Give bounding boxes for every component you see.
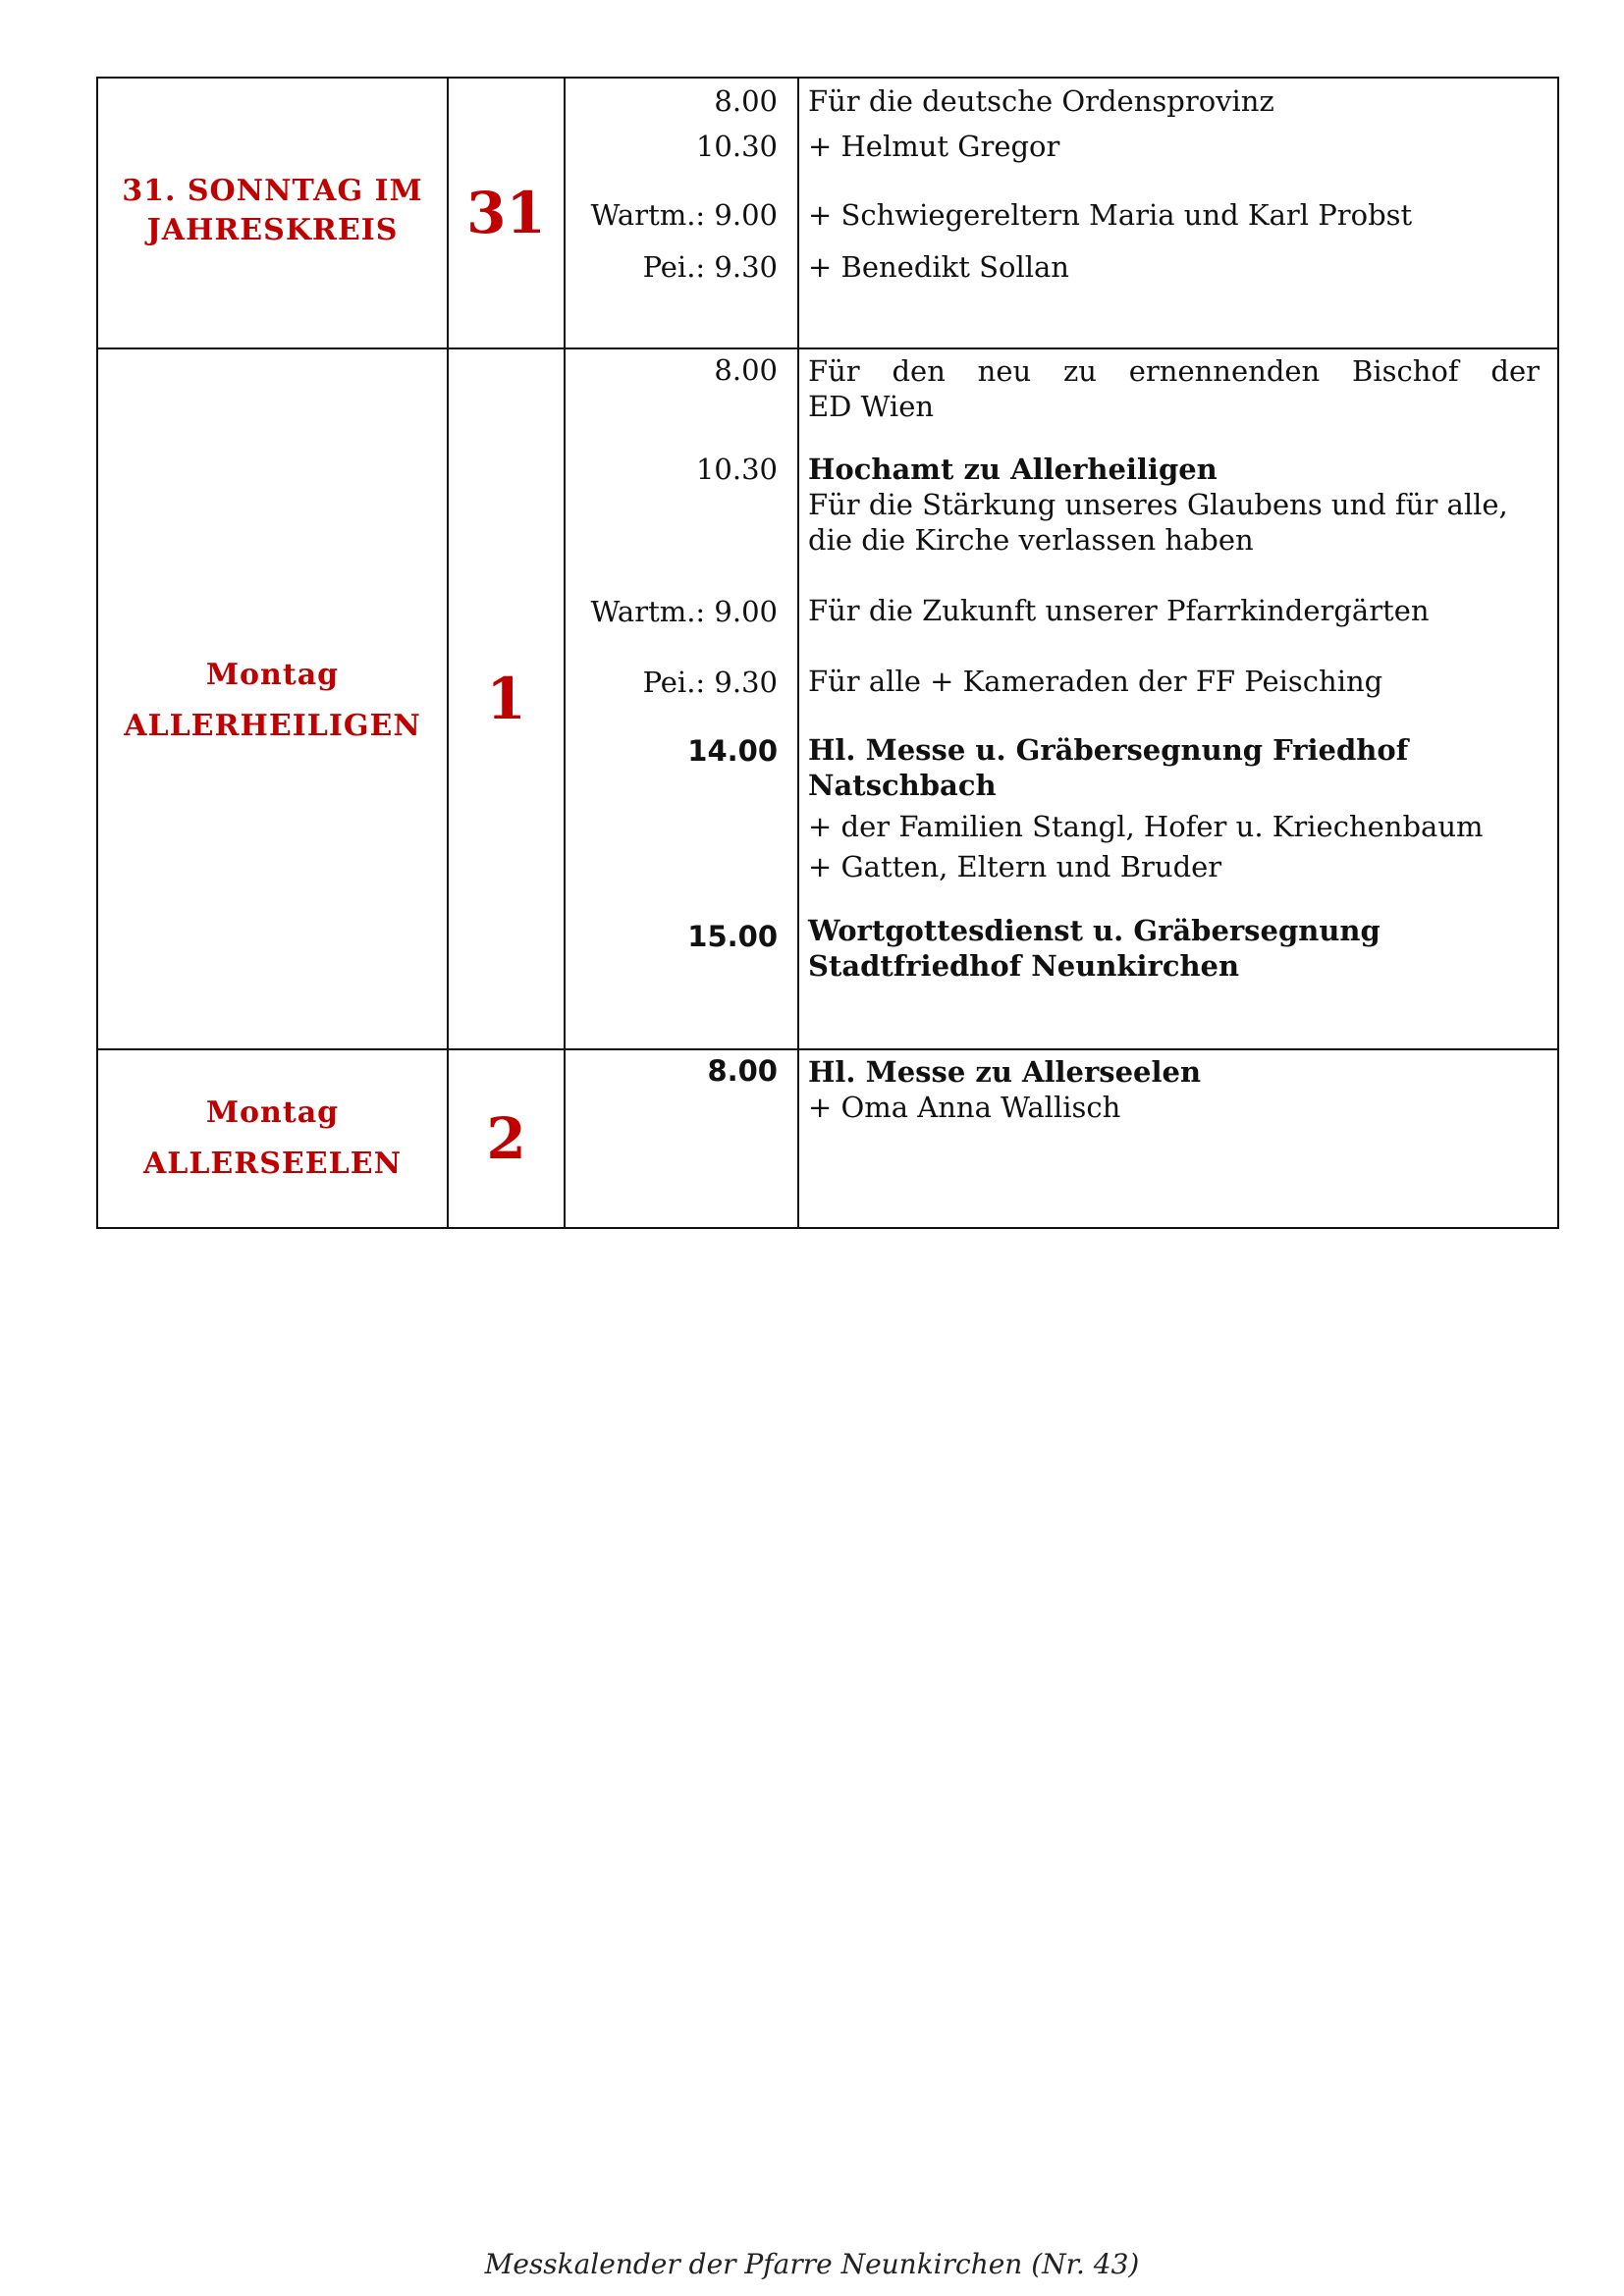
- intention-line: ED Wien: [808, 390, 935, 423]
- time: 10.30: [695, 453, 778, 486]
- intention-cell: [798, 348, 1558, 1049]
- intention-title: Stadtfriedhof Neunkirchen: [808, 949, 1240, 983]
- intention-title: Hl. Messe u. Gräbersegnung Friedhof: [808, 733, 1409, 767]
- mass-schedule-table: [96, 77, 1559, 1229]
- time: 14.00: [687, 734, 778, 768]
- time: 8.00: [714, 353, 778, 387]
- intention-title: Hl. Messe zu Allerseelen: [808, 1055, 1202, 1089]
- intention-line: Für die deutsche Ordensprovinz: [808, 84, 1274, 118]
- intention-cell: [798, 1049, 1558, 1228]
- day-cell: [97, 1049, 448, 1228]
- intention-line: + Oma Anna Wallisch: [808, 1091, 1121, 1124]
- day-cell: [97, 348, 448, 1049]
- schedule-row: [97, 348, 1558, 1049]
- time-cell: [565, 348, 798, 1049]
- time: Wartm.: 9.00: [590, 595, 778, 628]
- day-title: 31. SONNTAG IM: [122, 174, 423, 208]
- intention-title: Natschbach: [808, 769, 997, 802]
- intention-line: + Helmut Gregor: [808, 130, 1060, 163]
- day-cell: [97, 78, 448, 348]
- day-subtitle: JAHRESKREIS: [146, 213, 399, 247]
- time: Pei.: 9.30: [642, 250, 778, 284]
- intention-line: Für den neu zu ernennenden Bischof der: [808, 354, 1540, 388]
- day-title: Montag: [205, 658, 340, 692]
- intention-cell: [798, 78, 1558, 348]
- date-number: 2: [486, 1105, 526, 1172]
- intention-line: + Benedikt Sollan: [808, 250, 1069, 284]
- date-number-cell: [448, 1049, 565, 1228]
- intention-line: Für die Zukunft unserer Pfarrkindergärten: [808, 594, 1430, 627]
- intention-line: + Gatten, Eltern und Bruder: [808, 850, 1222, 883]
- time: Pei.: 9.30: [642, 666, 778, 699]
- time: 8.00: [714, 84, 778, 118]
- date-number-cell: [448, 348, 565, 1049]
- date-number: 1: [486, 666, 526, 732]
- intention-title: Wortgottesdienst u. Gräbersegnung: [808, 914, 1380, 947]
- time: 15.00: [687, 920, 778, 953]
- intention-line: Für die Stärkung unseres Glaubens und für alle,: [808, 488, 1508, 521]
- day-title: Montag: [205, 1095, 340, 1130]
- intention-line: + Schwiegereltern Maria und Karl Probst: [808, 198, 1413, 232]
- time: 8.00: [707, 1054, 778, 1088]
- date-number-cell: [448, 78, 565, 348]
- schedule-row: [97, 78, 1558, 348]
- schedule-row: [97, 1049, 1558, 1228]
- intention-line: + der Familien Stangl, Hofer u. Kriechenbaum: [808, 810, 1484, 843]
- intention-line: die die Kirche verlassen haben: [808, 523, 1254, 557]
- intention-title: Hochamt zu Allerheiligen: [808, 453, 1218, 486]
- intention-line: Für alle + Kameraden der FF Peisching: [808, 665, 1383, 698]
- time: Wartm.: 9.00: [590, 198, 778, 232]
- day-subtitle: ALLERHEILIGEN: [124, 709, 421, 743]
- time-cell: [565, 1049, 798, 1228]
- time: 10.30: [695, 130, 778, 163]
- page-footer: Messkalender der Pfarre Neunkirchen (Nr. 43): [484, 2248, 1140, 2280]
- day-subtitle: ALLERSEELEN: [142, 1147, 403, 1181]
- date-number: 31: [466, 180, 546, 246]
- time-cell: [565, 78, 798, 348]
